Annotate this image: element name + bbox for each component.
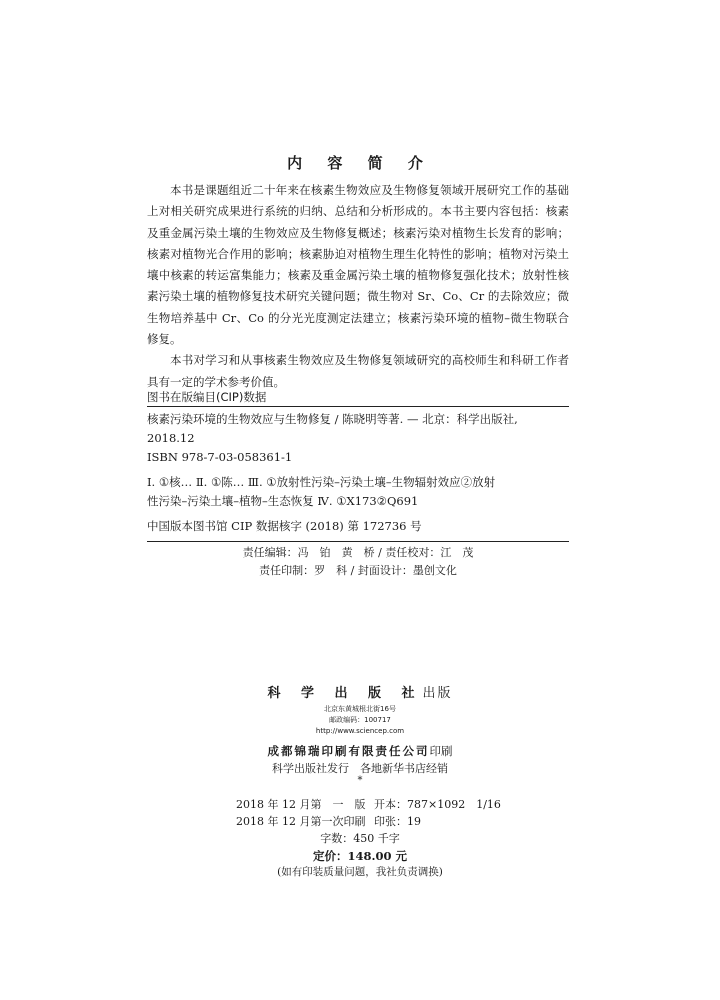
summary-title: 内 容 简 介 [287, 154, 433, 172]
separator-star: * [357, 775, 363, 786]
cip-label: 图书在版编目(CIP)数据 [147, 390, 267, 404]
publisher-address: 北京东黄城根北街16号 [324, 705, 396, 713]
cip-block [147, 410, 569, 536]
edition-row-2 [236, 813, 421, 829]
cip-line-1: 核素污染环境的生物效应与生物修复 / 陈晓明等著. — 北京：科学出版社, [147, 412, 518, 426]
edition-row-1 [236, 796, 501, 812]
publisher-postcode: 邮政编码：100717 [329, 716, 391, 724]
format-size: 开本：787×1092 1/16 [374, 798, 501, 811]
printer-suffix: 印刷 [429, 744, 453, 758]
price: 定价：148.00 元 [312, 849, 407, 863]
distribution-line: 科学出版社发行 各地新华书店经销 [272, 762, 448, 775]
publisher-suffix: 出版 [422, 686, 453, 701]
cip-isbn: ISBN 978-7-03-058361-1 [147, 450, 293, 464]
cip-top-rule [147, 406, 569, 407]
summary-paragraph-1: 本书是课题组近二十年来在核素生物效应及生物修复领域开展研究工作的基础上对相关研究成果进行系统的归纳、总结和分析形成的。本书主要内容包括：核素及重金属污染土壤的生物效应及生物修复概述；核素污染对植物生长发育的影响；核素对植物光合作用的影响；核素胁迫对植物生理生化特性的影响；植物对污染土壤中核素的转运富集能力；核素及重金属污染土壤的植物修复强化技术；放射性核素污染土壤的植物修复技术研究关键问题；微生物对 Sr、Co、Cr 的去除效应；微生物培养基中 Cr、Co 的分光光度测定法建立；核素污染环境的植物–微生物联合修复。 [147, 183, 569, 347]
publisher-line [0, 682, 720, 701]
edition-printing: 2018 年 12 月第一次印刷 [236, 815, 366, 828]
credits-line-1: 责任编辑：冯 铂 黄 桥 / 责任校对：江 茂 [242, 546, 474, 559]
publisher-url: http://www.sciencep.com [315, 727, 405, 735]
word-count: 字数：450 千字 [320, 832, 400, 845]
print-sheets: 印张：19 [374, 815, 421, 828]
cip-line-2: 2018.12 [147, 431, 195, 445]
cip-bottom-rule [147, 541, 569, 542]
publisher-name: 科 学 出 版 社 [267, 686, 423, 701]
summary-text [147, 180, 569, 393]
summary-paragraph-2: 本书对学习和从事核素生物效应及生物修复领域研究的高校师生和科研工作者具有一定的学术参考价值。 [147, 353, 569, 389]
cip-library-number: 中国版本图书馆 CIP 数据核字 (2018) 第 172736 号 [147, 519, 422, 533]
quality-note: (如有印装质量问题，我社负责调换) [277, 866, 443, 878]
cip-class-line-1: Ⅰ. ①核… Ⅱ. ①陈… Ⅲ. ①放射性污染–污染土壤–生物辐射效应②放射 [147, 475, 496, 489]
cip-class-line-2: 性污染–污染土壤–植物–生态恢复 Ⅳ. ①X173②Q691 [147, 494, 419, 508]
credits-line-2: 责任印制：罗 科 / 封面设计：墨创文化 [259, 564, 457, 577]
edition-first: 2018 年 12 月第 一 版 [236, 798, 366, 811]
printer-line [0, 743, 720, 759]
printer-name: 成都锦瑞印刷有限责任公司 [267, 744, 430, 758]
